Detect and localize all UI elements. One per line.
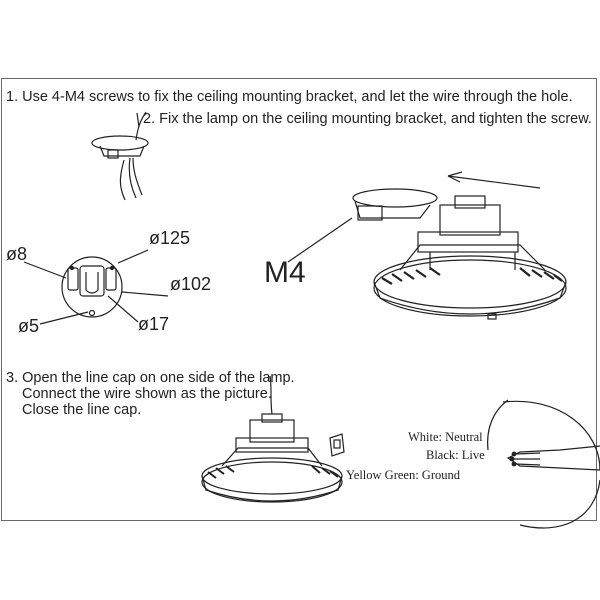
step-3-text-line1: 3. Open the line cap on one side of the lamp. [6,370,295,386]
direction-arrow [448,172,540,188]
step-1-text: 1. Use 4-M4 screws to fix the ceiling mounting bracket, and let the wire through the hole. [6,89,573,105]
step-2-text: 2. Fix the lamp on the ceiling mounting bracket, and tighten the screw. [143,111,592,127]
step-divider [137,113,139,127]
dim-5-label: ø5 [18,316,40,336]
wiring-detail-circle [488,400,600,528]
step-3-text-line3: Close the line cap. [22,402,142,418]
dim-102-label: ø102 [170,274,212,294]
step-3-text-line2: Connect the wire shown as the picture. [22,386,272,402]
bracket-dimension-diagram [24,250,168,324]
highbay-lamp-illustration [374,196,566,319]
dim-125-label: ø125 [149,228,191,248]
wire-label-white: White: Neutral [408,430,483,444]
bracket-with-wire-illustration [92,112,148,200]
lamp-open-cap-illustration [202,376,344,502]
dim-8-label: ø8 [6,244,28,264]
wire-label-yellow-green: Yellow Green: Ground [346,468,460,482]
dim-17-label: ø17 [138,314,170,334]
wire-label-black: Black: Live [426,448,485,462]
screw-m4-label: M4 [264,256,306,289]
